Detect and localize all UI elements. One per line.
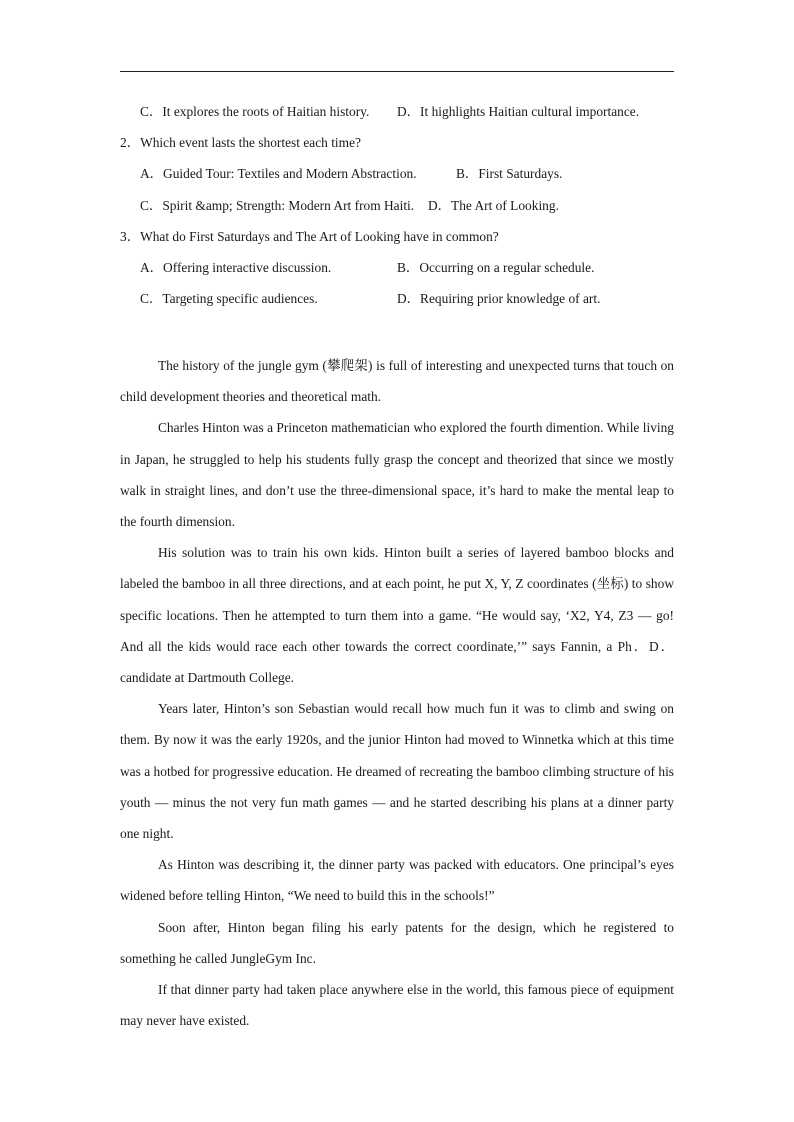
q3-option-d: D．Requiring prior knowledge of art. (397, 291, 601, 306)
q2-option-d: D．The Art of Looking. (428, 198, 559, 213)
passage-paragraph-1: The history of the jungle gym (攀爬架) is full of interesting and unexpected turns that touch on child development theories and theoretical math. (120, 358, 674, 405)
passage-paragraph-5: As Hinton was describing it, the dinner party was packed with educators. One principal’s eyes widened before telling Hinton, “We need to build this in the schools!” (120, 857, 674, 904)
q2-stem: 2．Which event lasts the shortest each time? (120, 135, 361, 150)
passage-paragraph-7: If that dinner party had taken place anywhere else in the world, this famous piece of equipment may never have existed. (120, 982, 674, 1029)
q3-option-b: B．Occurring on a regular schedule. (397, 260, 595, 275)
q2-option-b: B．First Saturdays. (456, 166, 563, 181)
passage-paragraph-4: Years later, Hinton’s son Sebastian would recall how much fun it was to climb and swing on them. By now it was the early 1920s, and the junior Hinton had moved to Winnetka which at this time was a hotbed for progressive education. He dreamed of recreating the bamboo climbing structure of his youth — minus the not very fun math games — and he started describing his plans at a dinner party one night. (120, 701, 674, 842)
q2-option-c: C．Spirit &amp; Strength: Modern Art from Haiti. (140, 198, 415, 213)
q2-option-a: A．Guided Tour: Textiles and Modern Abstraction. (140, 166, 417, 181)
q1-option-d: D．It highlights Haitian cultural importance. (397, 104, 640, 119)
q1-option-c: C．It explores the roots of Haitian history. (140, 104, 370, 119)
q3-option-c: C．Targeting specific audiences. (140, 291, 318, 306)
q3-stem: 3．What do First Saturdays and The Art of Looking have in common? (120, 229, 499, 244)
reading-passage (120, 350, 674, 1036)
passage-paragraph-6: Soon after, Hinton began filing his early patents for the design, which he registered to something he called JungleGym Inc. (120, 919, 674, 966)
passage-paragraph-2: Charles Hinton was a Princeton mathematician who explored the fourth dimention. While living in Japan, he struggled to help his students fully grasp the concept and theorized that since we mostly walk in straight lines, and don’t use the three-dimensional space, it’s hard to make the mental leap to the fourth dimension. (120, 420, 674, 530)
passage-paragraph-3: His solution was to train his own kids. Hinton built a series of layered bamboo blocks and labeled the bamboo in all three directions, and at each point, he put X, Y, Z coordinates (坐标) to show specific locations. Then he attempted to turn them into a game. “He would say, ‘X2, Y4, Z3 — go! And all the kids would race each other towards the correct coordinate,’” says Fannin, a Ph．D．candidate at Dartmouth College. (120, 545, 674, 686)
q3-option-a: A．Offering interactive discussion. (140, 260, 332, 275)
header-rule (120, 71, 674, 72)
